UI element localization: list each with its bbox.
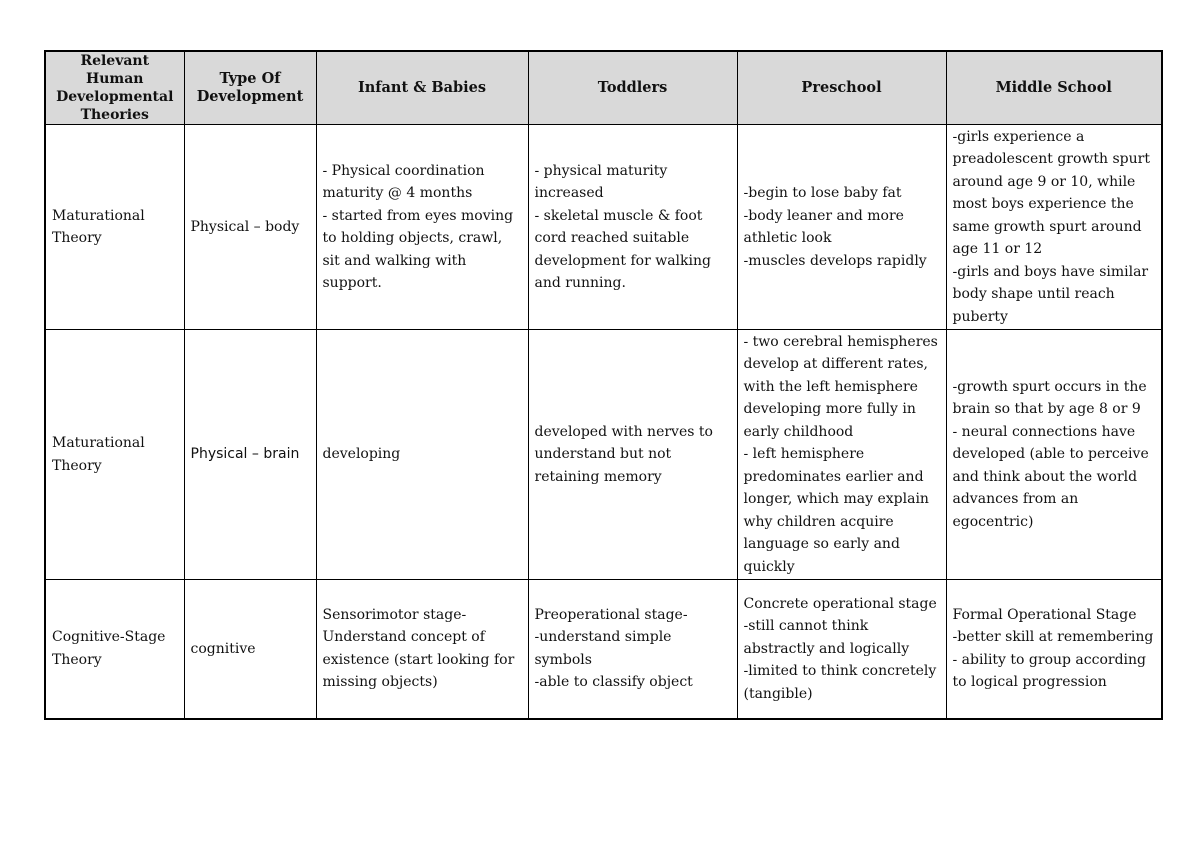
cell-preschool: - two cerebral hemispheres develop at different rates, with the left hemisphere developing more fully in early childhood - left hemisphere predominates earlier and longer, which may explain why children acquire language so early and quickly [737, 330, 946, 580]
cell-infant: Sensorimotor stage- Understand concept of existence (start looking for missing objects) [316, 580, 528, 719]
header-toddlers: Toddlers [528, 51, 737, 125]
cell-infant: - Physical coordination maturity @ 4 months - started from eyes moving to holding objects, crawl, sit and walking with support. [316, 125, 528, 330]
header-theories: Relevant Human Developmental Theories [45, 51, 184, 125]
cell-preschool: -begin to lose baby fat -body leaner and more athletic look -muscles develops rapidly [737, 125, 946, 330]
cell-type: cognitive [184, 580, 316, 719]
header-infant: Infant & Babies [316, 51, 528, 125]
cell-toddlers: Preoperational stage- -understand simple symbols -able to classify object [528, 580, 737, 719]
cell-theory: Maturational Theory [45, 330, 184, 580]
cell-middle-school: Formal Operational Stage -better skill at remembering - ability to group according to logical progression [946, 580, 1162, 719]
cell-theory: Cognitive-Stage Theory [45, 580, 184, 719]
development-theories-table [44, 50, 1163, 720]
cell-type: Physical – brain [184, 330, 316, 580]
cell-theory: Maturational Theory [45, 125, 184, 330]
table-row [45, 580, 1162, 719]
cell-middle-school: -growth spurt occurs in the brain so that by age 8 or 9 - neural connections have developed (able to perceive and think about the world advances from an egocentric) [946, 330, 1162, 580]
table-row [45, 125, 1162, 330]
cell-preschool: Concrete operational stage -still cannot think abstractly and logically -limited to think concretely (tangible) [737, 580, 946, 719]
table-header-row [45, 51, 1162, 125]
cell-toddlers: - physical maturity increased - skeletal muscle & foot cord reached suitable development for walking and running. [528, 125, 737, 330]
cell-type: Physical – body [184, 125, 316, 330]
cell-middle-school: -girls experience a preadolescent growth spurt around age 9 or 10, while most boys experience the same growth spurt around age 11 or 12 -girls and boys have similar body shape until reach puberty [946, 125, 1162, 330]
header-preschool: Preschool [737, 51, 946, 125]
cell-toddlers: developed with nerves to understand but not retaining memory [528, 330, 737, 580]
header-type: Type Of Development [184, 51, 316, 125]
cell-infant: developing [316, 330, 528, 580]
header-middle-school: Middle School [946, 51, 1162, 125]
table-row [45, 330, 1162, 580]
